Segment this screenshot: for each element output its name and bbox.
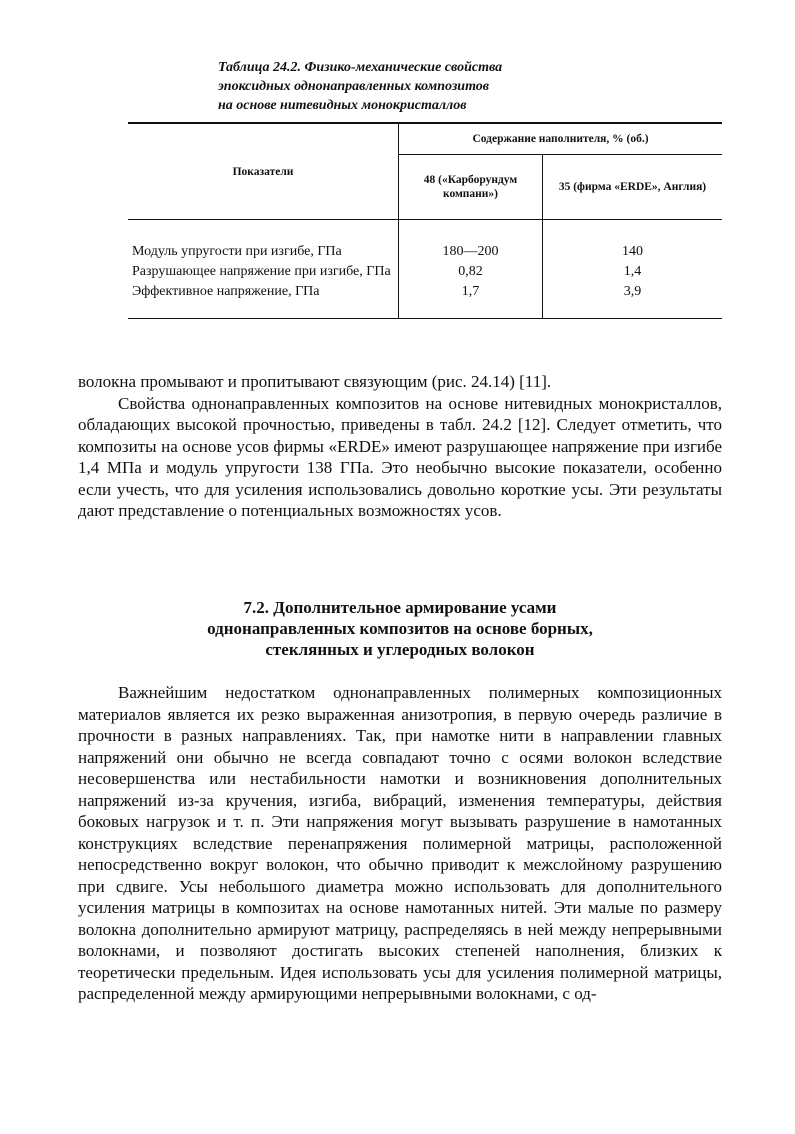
caption-line-2: эпоксидных однонаправленных композитов: [218, 79, 490, 94]
row-value-2: 140: [543, 244, 723, 260]
caption-line-3: на основе нитевидных монокристаллов: [218, 98, 467, 113]
row-value-2: 1,4: [543, 260, 723, 280]
section-heading-line-2: однонаправленных композитов на основе борных,: [207, 619, 593, 638]
caption-line-1: Таблица 24.2. Физико-механические свойства: [218, 60, 503, 75]
param-header: Показатели: [128, 123, 399, 220]
row-value-1: 0,82: [399, 260, 543, 280]
section-heading-line-1: 7.2. Дополнительное армирование усами: [243, 598, 557, 617]
column-header-2: 35 (фирма «ERDE», Англия): [543, 155, 723, 220]
group-header: Содержание наполнителя, % (об.): [399, 123, 723, 155]
row-value-2: 3,9: [543, 280, 723, 319]
properties-table: [128, 122, 722, 319]
paragraph-block-2: [78, 682, 722, 1005]
row-value-1: 180—200: [399, 244, 543, 260]
row-value-1: 1,7: [399, 280, 543, 319]
row-label: Модуль упругости при изгибе, ГПа: [132, 244, 342, 259]
paragraph-continuation: волокна промывают и пропитывают связующим (рис. 24.14) [11].: [78, 372, 552, 391]
row-label: Разрушающее напряжение при изгибе, ГПа: [132, 264, 391, 279]
table-row: [128, 280, 722, 319]
paragraph: Свойства однонаправленных композитов на основе нитевидных монокристаллов, обладающих высокой прочностью, приведены в табл. 24.2 [12]. Следует отметить, что композиты на основе усов фирмы «ERDE» имеют разрушающее напряжение при изгибе 1,4 МПа и модуль упругости 138 ГПа. Это необычно высокие показатели, особенно если учесть, что для усиления использовались довольно короткие усы. Эти результаты дают представление о потенциальных возможностях усов.: [78, 393, 722, 520]
row-label: Эффективное напряжение, ГПа: [128, 280, 399, 319]
paragraph: Важнейшим недостатком однонаправленных полимерных композиционных материалов является их резко выраженная анизотропия, в первую очередь различие в прочности в разных направлениях. Так, при намотке нити в направлении главных напряжений они обычно не всегда совпадают точно с осями волокон вследствие несовершенства или нестабильности намотки и возникновения дополнительных напряжений из-за кручения, изгиба, вибраций, изменения температуры, действия боковых нагрузок и т. п. Эти напряжения могут вызывать разрушение в намотанных конструкциях вследствие перенапряжения полимерной матрицы, расположенной непосредственно вокруг волокон, что обычно приводит к межслойному разрушению при сдвиге. Усы небольшого диаметра можно использовать для дополнительного усиления матрицы в композитах на основе намотанных нитей. Эти малые по размеру волокна дополнительно армируют матрицу, распределяясь в ней между непрерывными волокнами, и позволяют достигать высоких степеней наполнения, близких к теоретически предельным. Идея использовать усы для усиления полимерной матрицы, распределенной между армирующими непрерывными волокнами, с од-: [78, 683, 722, 1003]
paragraph-block-1: [78, 371, 722, 522]
table-caption: [218, 58, 658, 115]
section-heading: [100, 597, 700, 660]
table-row: [128, 244, 722, 260]
section-heading-line-3: стеклянных и углеродных волокон: [265, 640, 535, 659]
table-row: [128, 260, 722, 280]
column-header-1: 48 («Карборундум компани»): [399, 155, 543, 220]
